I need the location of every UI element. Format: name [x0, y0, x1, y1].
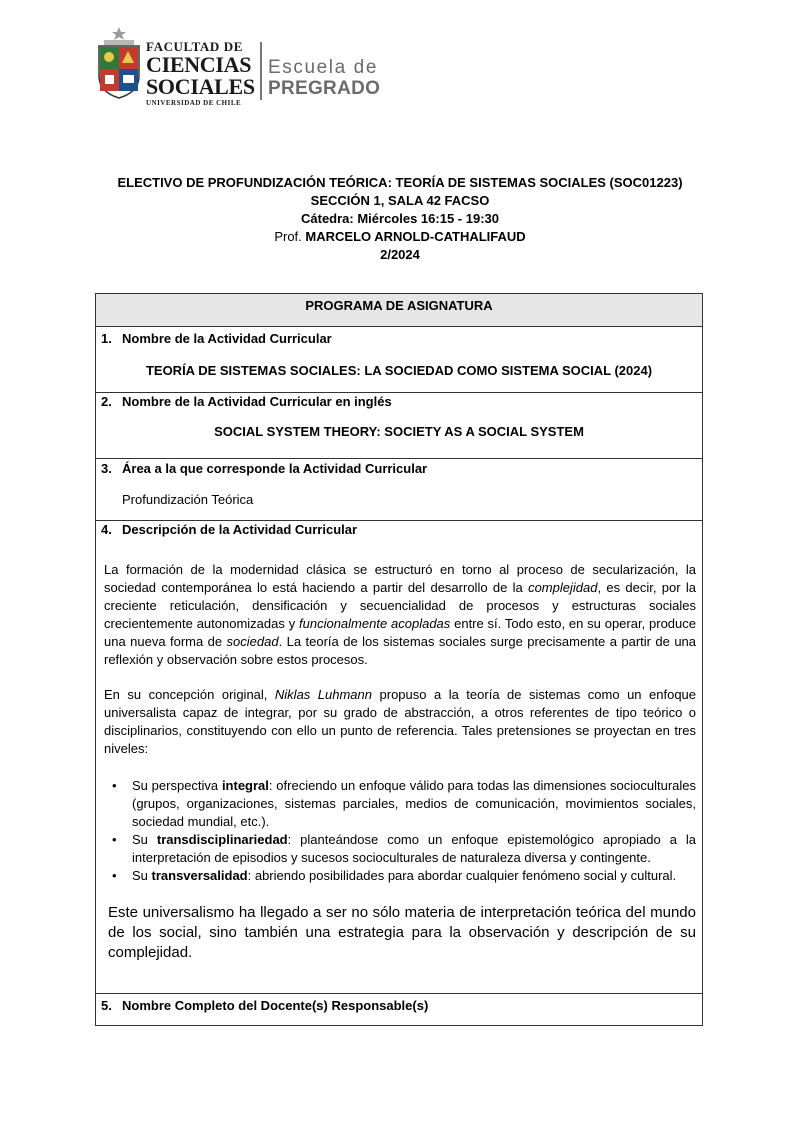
section-5-title: Nombre Completo del Docente(s) Responsable(s)	[122, 998, 429, 1013]
faculty-name	[146, 40, 256, 107]
description-paragraph-1	[104, 561, 696, 669]
course-section: SECCIÓN 1, SALA 42 FACSO	[310, 193, 490, 208]
bullet-3-strong: transversalidad	[151, 868, 248, 883]
school-line-1: Escuela de	[268, 57, 379, 78]
course-professor	[0, 228, 800, 246]
bullet-icon: •	[112, 832, 117, 847]
section-4-title: Descripción de la Actividad Curricular	[122, 522, 358, 537]
section-5-heading	[101, 998, 428, 1013]
section-3-number: 3.	[101, 461, 112, 476]
section-1-heading	[101, 331, 332, 346]
program-table	[95, 293, 703, 1026]
section-4-heading	[101, 522, 357, 537]
bullet-3-pre: Su	[132, 868, 152, 883]
section-1-value: TEORÍA DE SISTEMAS SOCIALES: LA SOCIEDAD COMO SISTEMA SOCIAL (2024)	[145, 363, 653, 378]
section-1	[96, 327, 702, 393]
section-1-title: Nombre de la Actividad Curricular	[122, 331, 332, 346]
program-title: PROGRAMA DE ASIGNATURA	[305, 298, 493, 313]
p1-text-a: La formación de la modernidad clásica se estructuró en torno al proceso de secularización, la sociedad contemporánea lo está haciendo a partir del desarrollo de la	[104, 562, 696, 595]
school-line-2: PREGRADO	[268, 78, 381, 99]
bullet-2-strong: transdisciplinariedad	[156, 832, 288, 847]
list-item	[109, 777, 696, 831]
levels-list	[109, 777, 696, 885]
faculty-line-2: CIENCIAS	[146, 52, 252, 77]
faculty-line-4: UNIVERSIDAD DE CHILE	[146, 99, 242, 107]
logo-divider	[260, 42, 262, 100]
p1-text-c: entre sí. Todo esto, en su operar, produce una nueva forma de	[104, 616, 696, 649]
professor-name: MARCELO ARNOLD-CATHALIFAUD	[305, 229, 526, 244]
course-header	[0, 174, 800, 264]
section-2-number: 2.	[101, 394, 112, 409]
university-crest-icon	[96, 26, 142, 100]
section-3	[96, 459, 702, 521]
course-title: ELECTIVO DE PROFUNDIZACIÓN TEÓRICA: TEORÍA DE SISTEMAS SOCIALES (SOC01223)	[117, 175, 683, 190]
bullet-1-pre: Su perspectiva	[132, 778, 222, 793]
faculty-line-1: FACULTAD DE	[146, 39, 244, 54]
section-3-title: Área a la que corresponde la Actividad Curricular	[122, 461, 428, 476]
bullet-2-post: : planteándose como un enfoque epistemológico apropiado a la interpretación de episodios y sucesos socioculturales de naturaleza diversa y contingente.	[132, 832, 696, 865]
p2-text-a: En su concepción original,	[104, 687, 275, 702]
section-5	[96, 994, 702, 1025]
program-title-row	[96, 294, 702, 327]
description-paragraph-2	[104, 686, 696, 758]
section-2	[96, 393, 702, 459]
section-3-value: Profundización Teórica	[122, 492, 254, 507]
course-schedule: Cátedra: Miércoles 16:15 - 19:30	[301, 211, 499, 226]
faculty-logo	[96, 26, 406, 106]
section-4-number: 4.	[101, 522, 112, 537]
list-item	[109, 867, 696, 885]
list-item	[109, 831, 696, 867]
p2-text-b: propuso a la teoría de sistemas como un enfoque universalista capaz de integrar, por su grado de abstracción, a otros referentes de tipo teórico o disciplinarios, constituyendo con ello un punto de referencia. Tales pretensiones se proyectan en tres niveles:	[104, 687, 697, 756]
bullet-2-pre: Su	[132, 832, 157, 847]
school-name	[268, 58, 380, 98]
bullet-icon: •	[112, 868, 117, 883]
section-2-title: Nombre de la Actividad Curricular en inglés	[122, 394, 392, 409]
section-5-number: 5.	[101, 998, 112, 1013]
p1-emphasis-complejidad: complejidad	[528, 580, 598, 595]
bullet-1-strong: integral	[221, 778, 269, 793]
course-term: 2/2024	[380, 247, 420, 262]
p1-emphasis-acopladas: funcionalmente acopladas	[299, 616, 451, 631]
p2-emphasis-luhmann: Niklas Luhmann	[274, 687, 373, 702]
section-1-number: 1.	[101, 331, 112, 346]
section-3-heading	[101, 461, 427, 476]
section-2-value: SOCIAL SYSTEM THEORY: SOCIETY AS A SOCIAL SYSTEM	[214, 424, 584, 439]
bullet-1-post: : ofreciendo un enfoque válido para todas las dimensiones socioculturales (grupos, organizaciones, sistemas parciales, medios de comunicación, movimientos sociales, sociedad mundial, etc.).	[132, 778, 697, 829]
bullet-icon: •	[112, 778, 117, 793]
p1-text-b: , es decir, por la creciente reticulación, densificación y secuencialidad de procesos y estructuras sociales crecientemente autonomizadas y	[104, 580, 696, 631]
p1-text-d: . La teoría de los sistemas sociales surge precisamente a partir de una reflexión y observación sobre estos procesos.	[104, 634, 697, 667]
professor-prefix: Prof.	[274, 229, 302, 244]
faculty-line-3: SOCIALES	[146, 74, 255, 99]
section-4	[96, 521, 702, 994]
section-2-heading	[101, 394, 392, 409]
bullet-3-post: : abriendo posibilidades para abordar cualquier fenómeno social y cultural.	[247, 868, 677, 883]
description-closing: Este universalismo ha llegado a ser no sólo materia de interpretación teórica del mundo de los social, sino también una estrategia para la observación y descripción de su complejidad.	[108, 904, 696, 961]
p1-emphasis-sociedad: sociedad	[226, 634, 279, 649]
